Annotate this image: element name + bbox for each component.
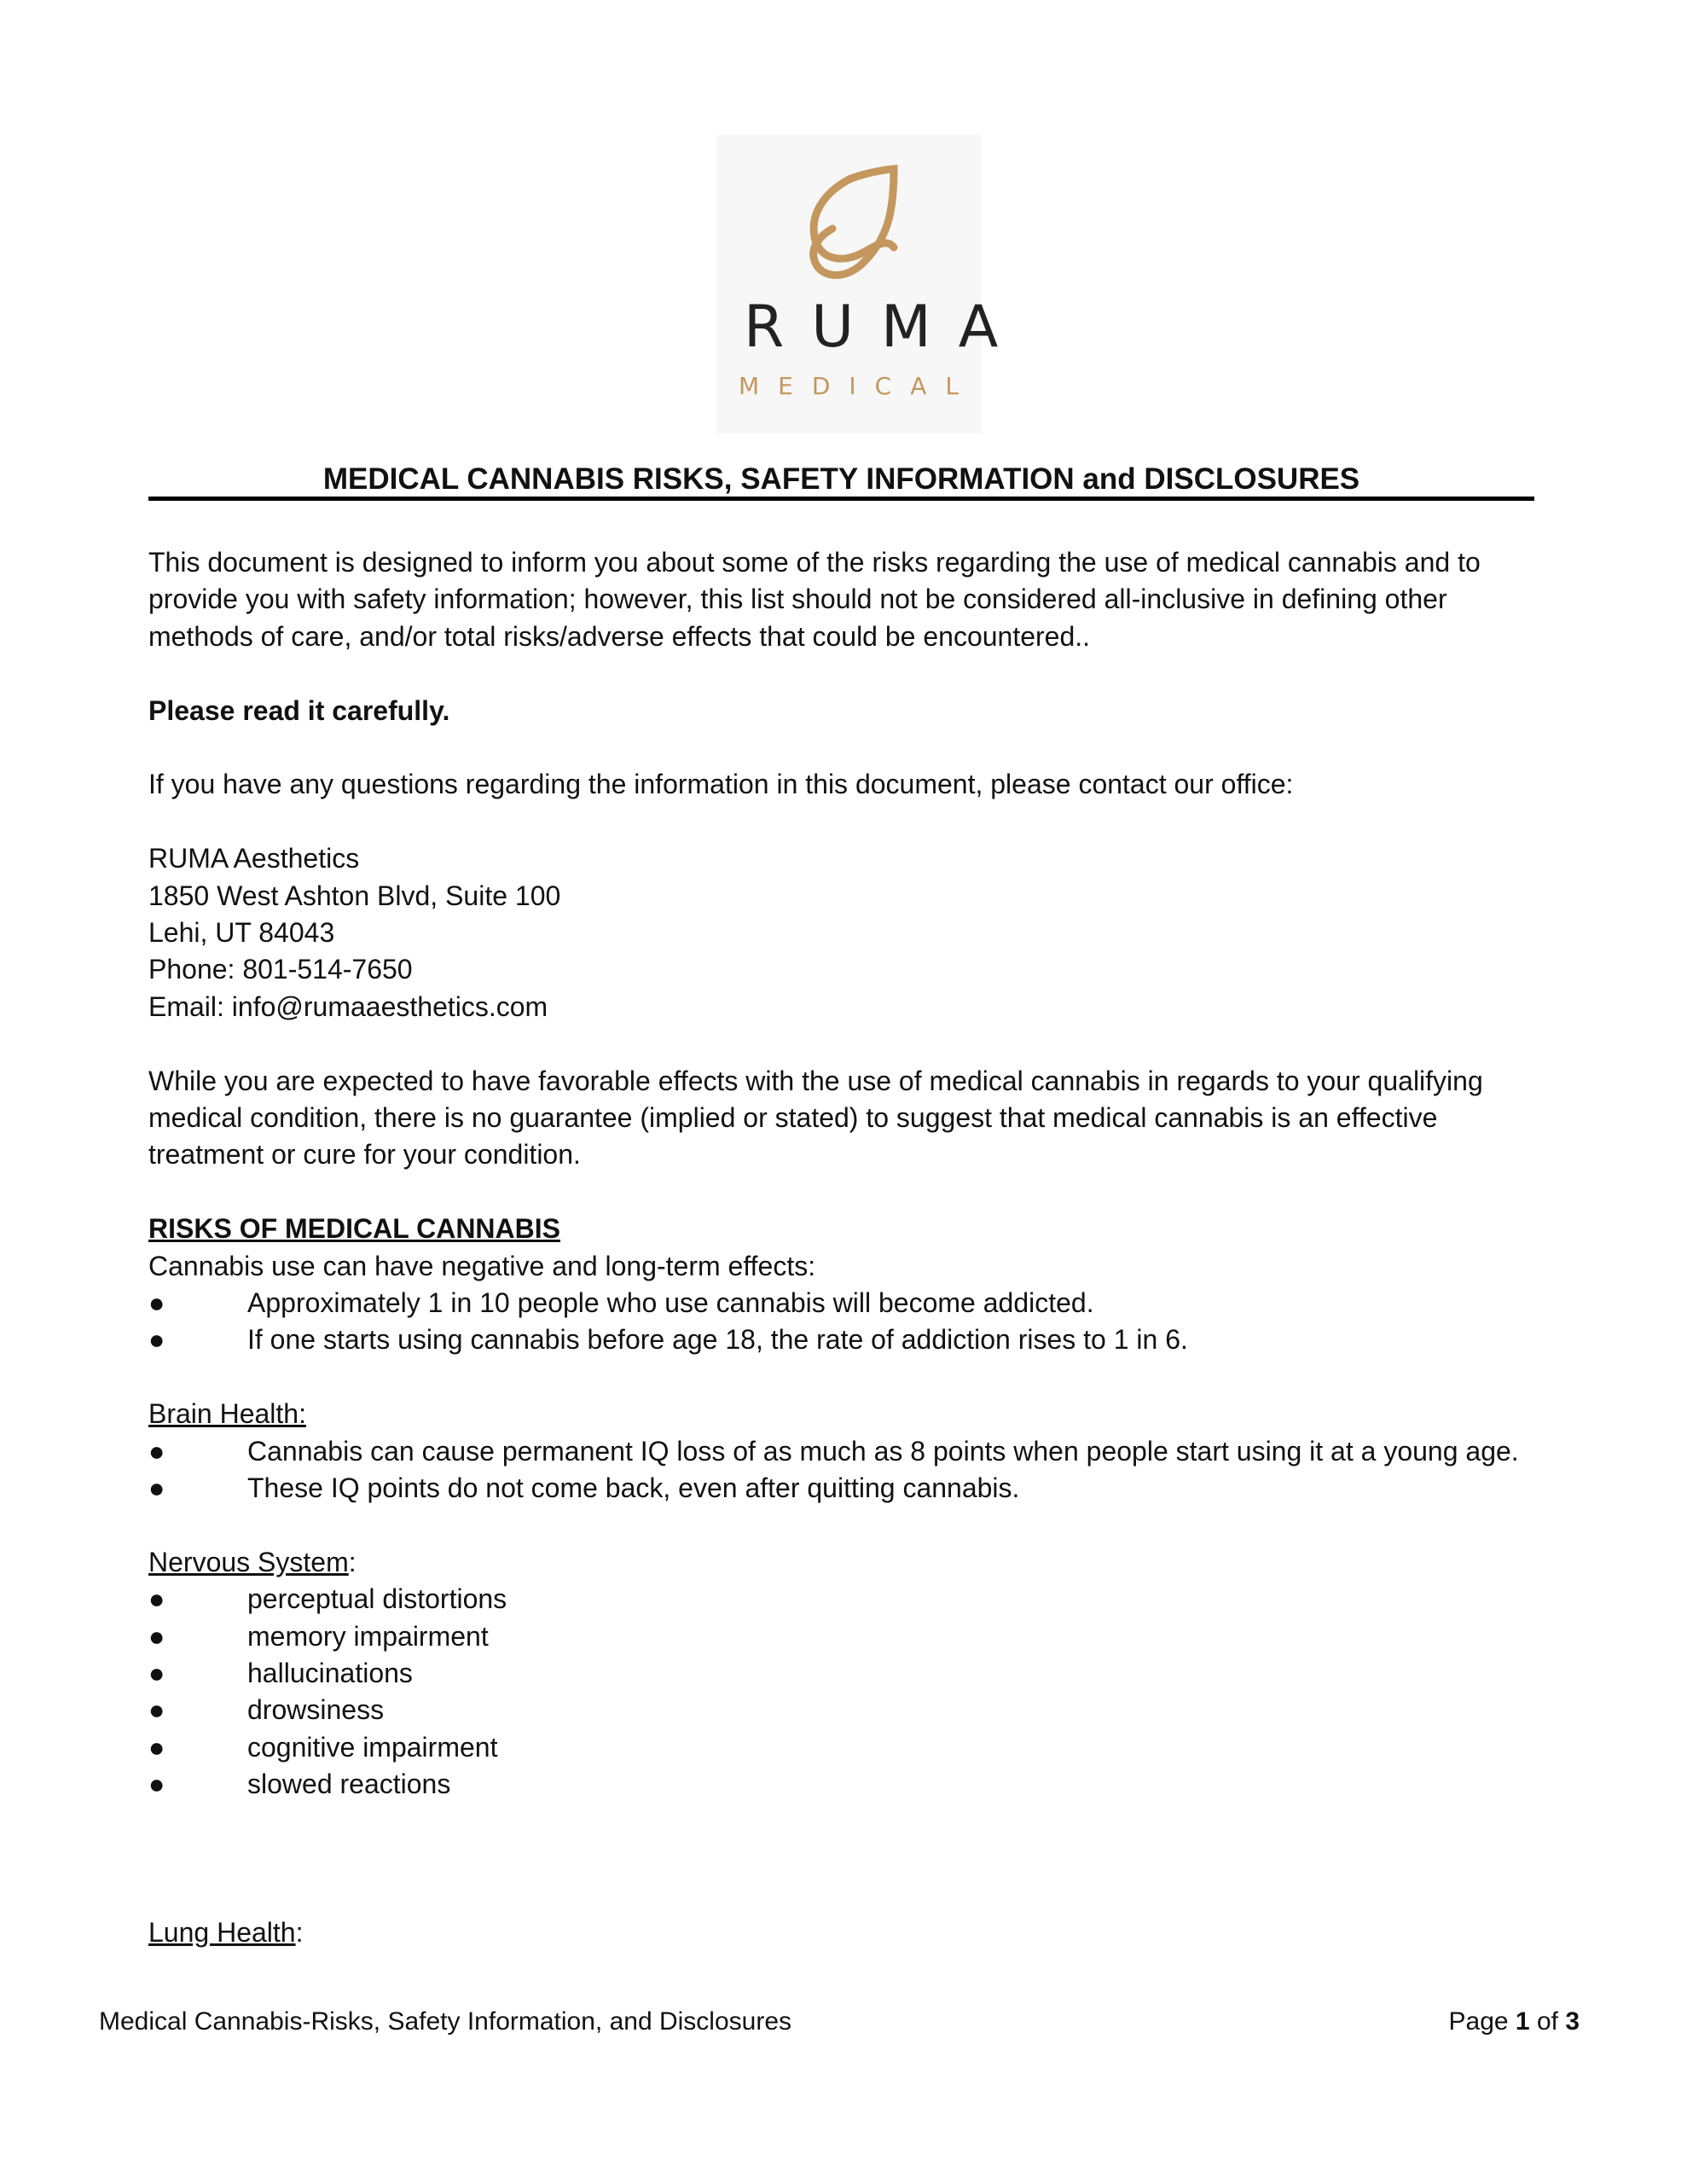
bullet-icon: ● [148, 1583, 165, 1615]
list-item [148, 1655, 1534, 1692]
list-item [148, 1618, 1534, 1655]
leaf-icon [793, 159, 904, 287]
nervous-system-heading [148, 1544, 1534, 1581]
list-item-text: Cannabis can cause permanent IQ loss of as much as 8 points when people start using it at a young age. [247, 1435, 1519, 1467]
lung-health-heading-text: Lung Health [148, 1916, 296, 1948]
list-item [148, 1470, 1534, 1507]
brain-health-heading: Brain Health: [148, 1398, 306, 1430]
page-total: 3 [1565, 2007, 1580, 2036]
contact-intro: If you have any questions regarding the information in this document, please contact our office: [148, 769, 1294, 800]
title-divider [148, 497, 1534, 501]
bullet-icon: ● [148, 1435, 165, 1467]
disclaimer-paragraph: While you are expected to have favorable effects with the use of medical cannabis in regards to your qualifying medical condition, there is no guarantee (implied or stated) to suggest that medical cannabis is an effective treatment or cure for your condition. [148, 1065, 1483, 1170]
ruma-logo [716, 135, 1026, 433]
contact-phone: Phone: 801-514-7650 [148, 954, 413, 985]
list-item-text: These IQ points do not come back, even after quitting cannabis. [247, 1472, 1020, 1504]
footer-document-name: Medical Cannabis-Risks, Safety Information, and Disclosures [99, 2007, 792, 2036]
page-mid: of [1529, 2007, 1566, 2036]
list-item-text: memory impairment [247, 1620, 489, 1652]
intro-paragraph: This document is designed to inform you about some of the risks regarding the use of medical cannabis and to provide you with safety information; however, this list should not be considered all-inclusive in defining other methods of care, and/or total risks/adverse effects that could be encountered.. [148, 547, 1481, 652]
list-item-text: perceptual distortions [247, 1583, 507, 1615]
bullet-icon: ● [148, 1658, 165, 1689]
heading-colon: : [295, 1916, 304, 1948]
list-item-text: slowed reactions [247, 1769, 451, 1800]
list-item-text: drowsiness [247, 1694, 385, 1726]
contact-name: RUMA Aesthetics [148, 843, 360, 874]
logo-subtitle: MEDICAL [739, 372, 977, 400]
list-item [148, 1433, 1534, 1470]
contact-address-line1: 1850 West Ashton Blvd, Suite 100 [148, 880, 561, 911]
bullet-icon: ● [148, 1287, 165, 1319]
risks-intro: Cannabis use can have negative and long-term effects: [148, 1250, 816, 1281]
heading-colon: : [348, 1546, 357, 1577]
page-number [1449, 2005, 1580, 2039]
lung-health-heading [148, 1914, 1534, 1951]
read-carefully-note: Please read it carefully. [148, 694, 450, 726]
list-item [148, 1692, 1534, 1728]
bullet-icon: ● [148, 1620, 165, 1652]
list-item [148, 1581, 1534, 1618]
bullet-icon: ● [148, 1472, 165, 1504]
bullet-icon: ● [148, 1324, 165, 1356]
list-item-text: If one starts using cannabis before age 18, the rate of addiction rises to 1 in 6. [247, 1324, 1188, 1356]
list-item [148, 1766, 1534, 1803]
document-body [148, 544, 1534, 1951]
list-item [148, 1285, 1534, 1321]
contact-email: Email: info@rumaaesthetics.com [148, 990, 548, 1022]
bullet-icon: ● [148, 1769, 165, 1800]
bullet-icon: ● [148, 1694, 165, 1726]
page-prefix: Page [1448, 2007, 1516, 2036]
list-item [148, 1729, 1534, 1766]
list-item-text: cognitive impairment [247, 1731, 498, 1763]
contact-address-line2: Lehi, UT 84043 [148, 917, 335, 949]
list-item [148, 1321, 1534, 1358]
document-title: MEDICAL CANNABIS RISKS, SAFETY INFORMATION and DISCLOSURES [322, 462, 1360, 496]
page-current: 1 [1515, 2007, 1530, 2036]
bullet-icon: ● [148, 1731, 165, 1763]
risks-heading: RISKS OF MEDICAL CANNABIS [148, 1213, 560, 1245]
logo-wordmark: RUMA [744, 293, 1026, 361]
list-item-text: Approximately 1 in 10 people who use cannabis will become addicted. [247, 1287, 1094, 1319]
nervous-system-heading-text: Nervous System [148, 1546, 349, 1577]
list-item-text: hallucinations [247, 1658, 413, 1689]
